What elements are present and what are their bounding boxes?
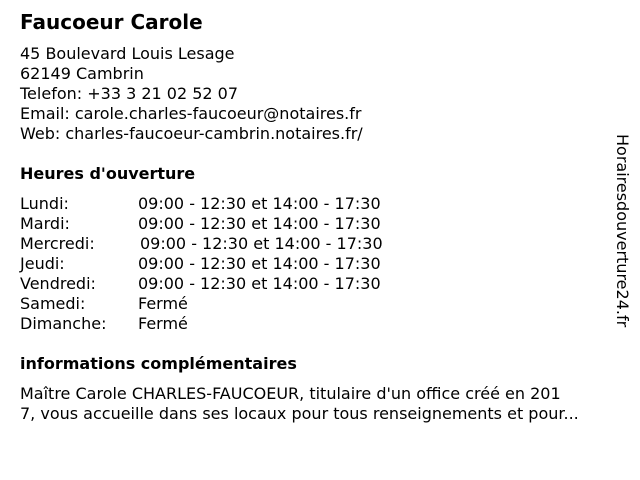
site-watermark: Horairesdouverture24.fr: [613, 134, 632, 328]
website-link[interactable]: Web: charles-faucoeur-cambrin.notaires.fr/: [20, 124, 363, 143]
contact-block: [20, 44, 363, 144]
info-description: [20, 384, 632, 424]
time-value: 09:00 - 12:30 et 14:00 - 17:30: [138, 194, 381, 213]
info-heading: informations complémentaires: [20, 354, 297, 373]
day-label: Samedi:: [20, 294, 86, 313]
time-value: 09:00 - 12:30 et 14:00 - 17:30: [140, 234, 383, 253]
time-value: 09:00 - 12:30 et 14:00 - 17:30: [138, 214, 381, 233]
info-line-1: Maître Carole CHARLES-FAUCOEUR, titulaire d'un office créé en 201: [20, 384, 561, 403]
day-label: Jeudi:: [20, 254, 65, 273]
day-label: Mardi:: [20, 214, 70, 233]
time-value: 09:00 - 12:30 et 14:00 - 17:30: [138, 254, 381, 273]
time-value: 09:00 - 12:30 et 14:00 - 17:30: [138, 274, 381, 293]
hours-heading: Heures d'ouverture: [20, 164, 196, 183]
info-line-2: 7, vous accueille dans ses locaux pour tous renseignements et pour...: [20, 404, 579, 423]
business-name: Faucoeur Carole: [20, 10, 203, 34]
address-city: 62149 Cambrin: [20, 64, 144, 83]
day-label: Mercredi:: [20, 234, 95, 253]
time-value: Fermé: [138, 294, 188, 313]
day-label: Lundi:: [20, 194, 69, 213]
email-address[interactable]: Email: carole.charles-faucoeur@notaires.fr: [20, 104, 362, 123]
day-label: Dimanche:: [20, 314, 107, 333]
phone-number[interactable]: Telefon: +33 3 21 02 52 07: [20, 84, 239, 103]
time-value: Fermé: [138, 314, 188, 333]
address-street: 45 Boulevard Louis Lesage: [20, 44, 235, 63]
day-label: Vendredi:: [20, 274, 96, 293]
